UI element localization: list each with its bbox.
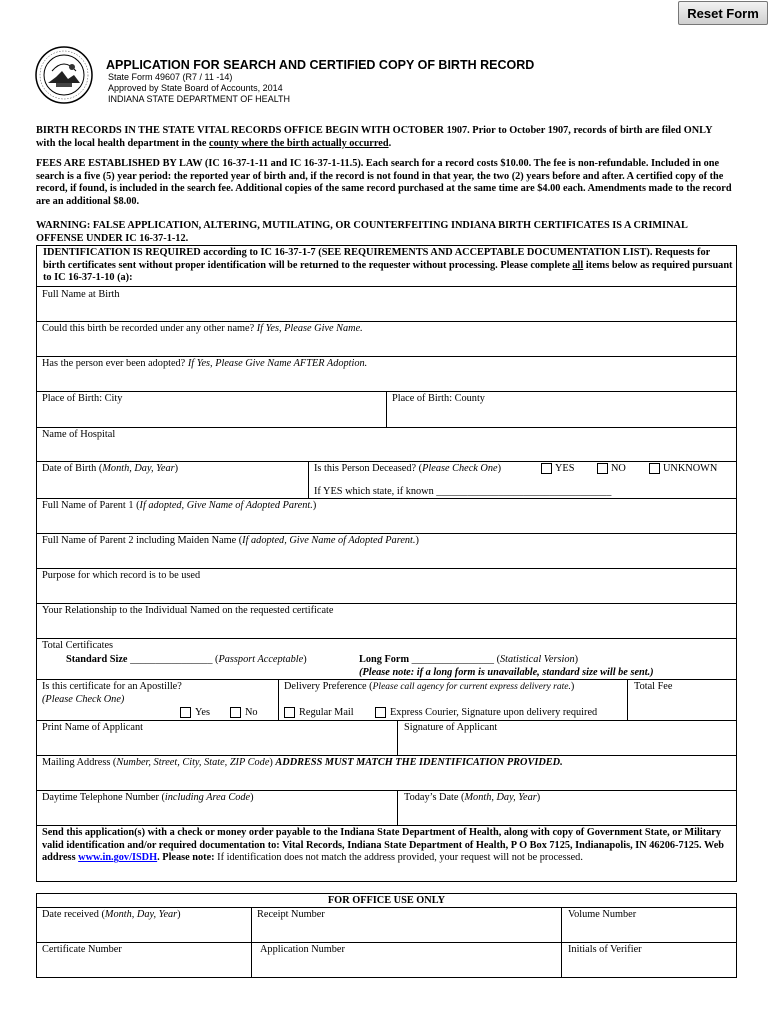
deceased-yes-checkbox[interactable] — [541, 463, 552, 474]
relationship-field[interactable]: Your Relationship to the Individual Named on the requested certificate — [42, 605, 334, 616]
date-received-field: Date received (Month, Day, Year) — [42, 909, 181, 920]
office-use-header: FOR OFFICE USE ONLY — [327, 895, 446, 906]
apostille-yes-label: Yes — [195, 707, 210, 718]
regular-mail-checkbox[interactable] — [284, 707, 295, 718]
records-notice: BIRTH RECORDS IN THE STATE VITAL RECORDS OFFICE BEGIN WITH OCTOBER 1907. Prior to October 1907, records of birth are filed ONLY with the local health department in the county where the birth actually occurred. — [36, 125, 713, 149]
department-name: INDIANA STATE DEPARTMENT OF HEALTH — [108, 94, 291, 104]
volume-number-field: Volume Number — [568, 909, 637, 920]
fees-notice: FEES ARE ESTABLISHED BY LAW (IC 16-37-1-11 and IC 16-37-1-11.5). Each search for a record costs $10.00. The fee is non-refundable. Included in one search is a five (5) year period: the reported year of birth and, if the record is not found in that year, the two (2) years before and after. A certified copy of the record, if found, is included in the search fee. Additional copies of the same record purchased at the same time are $4.00 each. Amendments made to the record are an additional $8.00. — [36, 158, 732, 208]
parent-1-name-field[interactable]: Full Name of Parent 1 (If adopted, Give Name of Adopted Parent.) — [42, 500, 317, 511]
regular-mail-label: Regular Mail — [299, 707, 354, 718]
indiana-state-seal-icon — [34, 45, 94, 105]
warning-notice: WARNING: FALSE APPLICATION, ALTERING, MUTILATING, OR COUNTERFEITING INDIANA BIRTH CERTIFICATES IS A CRIMINAL OFFENSE UNDER IC 16-37-1-12. — [36, 220, 688, 244]
deceased-unknown-checkbox[interactable] — [649, 463, 660, 474]
date-of-birth-field[interactable]: Date of Birth (Month, Day, Year) — [42, 463, 179, 474]
application-number-field: Application Number — [260, 944, 345, 955]
apostille-yes-checkbox[interactable] — [180, 707, 191, 718]
deceased-no-label: NO — [611, 463, 626, 474]
apostille-instruction: (Please Check One) — [42, 694, 125, 705]
express-courier-checkbox[interactable] — [375, 707, 386, 718]
total-fee-field[interactable]: Total Fee — [634, 681, 673, 692]
phone-field[interactable]: Daytime Telephone Number (including Area Code) — [42, 792, 254, 803]
long-form-field[interactable]: Long Form ________________ (Statistical Version) — [359, 654, 579, 665]
purpose-field[interactable]: Purpose for which record is to be used — [42, 570, 201, 581]
place-of-birth-city-field[interactable]: Place of Birth: City — [42, 393, 123, 404]
signature-field[interactable]: Signature of Applicant — [404, 722, 498, 733]
identification-notice: IDENTIFICATION IS REQUIRED according to IC 16-37-1-7 (SEE REQUIREMENTS AND ACCEPTABLE DOCUMENTATION LIST). Requests for birth certificates sent without proper identification will be returned to the requester without processing. Please complete all items below as required pursuant to IC 16-37-1-10 (a): — [43, 247, 733, 284]
isdh-web-link[interactable]: www.in.gov/ISDH — [78, 852, 158, 864]
deceased-state-field[interactable]: If YES which state, if known __________________________________ — [314, 486, 612, 497]
express-courier-label: Express Courier, Signature upon delivery required — [390, 707, 598, 718]
place-of-birth-county-field[interactable]: Place of Birth: County — [392, 393, 485, 404]
certificate-number-field: Certificate Number — [42, 944, 122, 955]
hospital-name-field[interactable]: Name of Hospital — [42, 429, 116, 440]
full-name-at-birth-field[interactable]: Full Name at Birth — [42, 289, 120, 300]
apostille-no-checkbox[interactable] — [230, 707, 241, 718]
parent-2-name-field[interactable]: Full Name of Parent 2 including Maiden Name (If adopted, Give Name of Adopted Parent.) — [42, 535, 419, 546]
standard-size-field[interactable]: Standard Size ________________ (Passport Acceptable) — [66, 654, 307, 665]
reset-form-button[interactable]: Reset Form — [678, 1, 768, 25]
deceased-yes-label: YES — [555, 463, 575, 474]
mailing-address-field[interactable]: Mailing Address (Number, Street, City, State, ZIP Code) ADDRESS MUST MATCH THE IDENTIFICATION PROVIDED. — [42, 757, 563, 768]
deceased-no-checkbox[interactable] — [597, 463, 608, 474]
todays-date-field[interactable]: Today’s Date (Month, Day, Year) — [404, 792, 541, 803]
approval-line: Approved by State Board of Accounts, 2014 — [108, 83, 283, 93]
apostille-question: Is this certificate for an Apostille? — [42, 681, 182, 692]
form-number: State Form 49607 (R7 / 11 -14) — [108, 72, 233, 82]
apostille-no-label: No — [245, 707, 258, 718]
verifier-initials-field: Initials of Verifier — [568, 944, 642, 955]
receipt-number-field: Receipt Number — [257, 909, 325, 920]
delivery-preference-label: Delivery Preference (Please call agency for current express delivery rate.) — [284, 681, 575, 692]
other-name-field[interactable]: Could this birth be recorded under any other name? If Yes, Please Give Name. — [42, 323, 363, 334]
form-title: APPLICATION FOR SEARCH AND CERTIFIED COPY OF BIRTH RECORD — [106, 58, 535, 72]
print-name-field[interactable]: Print Name of Applicant — [42, 722, 143, 733]
adopted-name-field[interactable]: Has the person ever been adopted? If Yes, Please Give Name AFTER Adoption. — [42, 358, 368, 369]
application-form-table — [36, 245, 737, 882]
mailing-instructions: Send this application(s) with a check or money order payable to the Indiana State Department of Health, along with copy of Government State, or Military valid identification and/or required documentation to: Vital Records, Indiana State Department of Health, P O Box 7125, Indianapolis, IN 46206-7125. Web address www.in.gov/ISDH. Please note: If identification does not match the address provided, your request will not be processed. — [42, 827, 725, 864]
long-form-note: (Please note: if a long form is unavailable, standard size will be sent.) — [359, 667, 654, 678]
total-certificates-label: Total Certificates — [42, 640, 114, 651]
deceased-question-label: Is this Person Deceased? (Please Check One) — [314, 463, 502, 474]
deceased-unknown-label: UNKNOWN — [663, 463, 718, 474]
